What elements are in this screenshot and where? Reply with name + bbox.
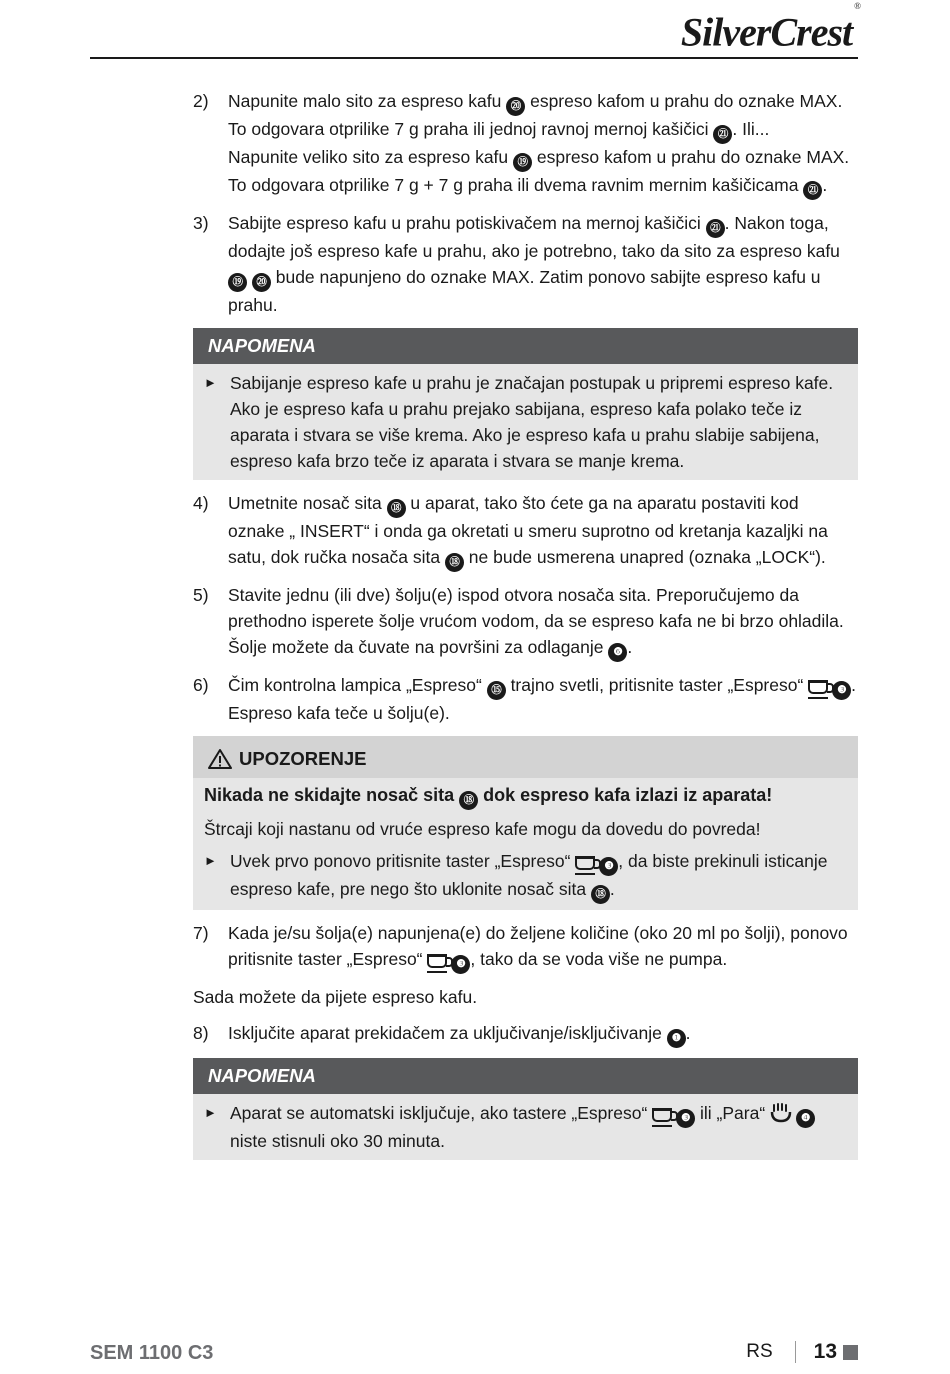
instruction-step [193, 582, 858, 662]
note-title: NAPOMENA [193, 1058, 858, 1094]
step-text: Kada je/su šolja(e) napunjena(e) do željene količine (oko 20 ml po šolji), ponovo pritisnite taster „Espreso“ ❸ , tako da se voda više ne pumpa. [228, 920, 858, 974]
warning-title: UPOZORENJE [239, 748, 367, 769]
instruction-step [193, 88, 858, 200]
callout-number: ⑱ [459, 791, 478, 810]
espresso-cup-icon [808, 680, 828, 694]
footer-square-icon [843, 1345, 858, 1360]
note-bullet-text: Sabijanje espreso kafe u prahu je značajan postupak u pripremi espreso kafe. Ako je espreso kafa u prahu prejako sabijana, espreso kafa polako teče iz aparata i stvara se više krema. Ako je espreso kafa u prahu slabije sabijena, espreso kafa brzo teče iz aparata i stvara se manje krema. [230, 373, 834, 471]
callout-number: ❸ [832, 681, 851, 700]
callout-number: ⑱ [445, 553, 464, 572]
bullet-arrow-icon: ► [204, 1105, 217, 1120]
callout-number: ❸ [676, 1109, 695, 1128]
note-bullet [204, 370, 847, 474]
instruction-step [193, 210, 858, 318]
callout-number: ⑱ [591, 885, 610, 904]
warning-bold-text: Nikada ne skidajte nosač sita ⑱ dok espreso kafa izlazi iz aparata! [204, 782, 847, 810]
step-text: Stavite jednu (ili dve) šolju(e) ispod otvora nosača sita. Preporučujemo da prethodno isperete šolje vrućom vodom, da se espreso kafa ne bi brzo ohladila. Šolje možete da čuvate na površini za odlaganje ❻ . [228, 582, 858, 662]
instruction-step [193, 672, 858, 726]
steps-group-1 [193, 88, 858, 318]
steps-group-3 [193, 920, 858, 974]
callout-number: ⑲ [228, 273, 247, 292]
footer-divider [795, 1341, 796, 1363]
warning-triangle-icon [207, 748, 233, 770]
steps-group-4 [193, 1020, 858, 1048]
warning-bullet [204, 848, 847, 904]
note-bullet-text: Aparat se automatski isključuje, ako tastere „Espreso“ ❸ ili „Para“ ❹ niste stisnuli oko 30 minuta. [230, 1100, 847, 1154]
espresso-cup-icon [427, 954, 447, 968]
warning-text: Štrcaji koji nastanu od vruće espreso kafe mogu da dovedu do povreda! [204, 819, 761, 839]
bullet-arrow-icon: ► [204, 853, 217, 868]
callout-number: ⑮ [487, 681, 506, 700]
step-text: Čim kontrolna lampica „Espreso“ ⑮ trajno svetli, pritisnite taster „Espreso“ ❸ . Espreso kafa teče u šolju(e). [228, 675, 857, 723]
callout-number: ❸ [451, 955, 470, 974]
note-title: NAPOMENA [193, 328, 858, 364]
callout-number: ㉑ [713, 125, 732, 144]
instruction-step [193, 490, 858, 572]
espresso-cup-icon [652, 1108, 672, 1122]
step-number: 4) [193, 493, 209, 513]
step-number: 7) [193, 923, 209, 943]
page-content [193, 88, 858, 1170]
callout-number: ❻ [608, 643, 627, 662]
footer-model: SEM 1100 C3 [90, 1342, 214, 1364]
instruction-step [193, 920, 858, 974]
warning-header [193, 736, 858, 778]
steam-icon [770, 1103, 792, 1123]
footer-language: RS [746, 1341, 773, 1362]
step-text: Napunite malo sito za espreso kafu ⑳ espreso kafom u prahu do oznake MAX. To odgovara otprilike 7 g praha ili jednoj ravnoj mernoj kašičici ㉑ . Ili... [228, 88, 858, 144]
callout-number: ⑳ [252, 273, 271, 292]
step-text: Umetnite nosač sita ⑱ u aparat, tako što ćete ga na aparatu postaviti kod oznake „ INSERT“ i onda ga okretati u smeru suprotno od kretanja kazaljki na satu, dok ručka nosača sita ⑱ ne bude usmerena unapred (oznaka „LOCK“). [228, 490, 858, 572]
header-rule [90, 57, 858, 59]
espresso-cup-icon [575, 856, 595, 870]
page-number: 13 [813, 1340, 837, 1363]
callout-number: ❶ [667, 1029, 686, 1048]
step-number: 5) [193, 585, 209, 605]
callout-number: ❸ [599, 857, 618, 876]
warning-box [193, 736, 858, 910]
callout-number: ㉑ [803, 181, 822, 200]
callout-number: ㉑ [706, 219, 725, 238]
registered-mark: ® [854, 1, 860, 11]
step-text: Napunite veliko sito za espreso kafu ⑲ espreso kafom u prahu do oznake MAX. To odgovara otprilike 7 g + 7 g praha ili dvema ravnim mernim kašičicama ㉑ . [228, 144, 858, 200]
footer-right [746, 1340, 858, 1364]
instruction-step [193, 1020, 858, 1048]
callout-number: ❹ [796, 1109, 815, 1128]
note-box-1 [193, 328, 858, 480]
step-text: Isključite aparat prekidačem za uključivanje/isključivanje ❶ . [228, 1020, 858, 1048]
step-text: Sabijte espreso kafu u prahu potiskivačem na mernoj kašičici ㉑ . Nakon toga, dodajte još espreso kafe u prahu, ako je potrebno, tako da sito za espreso kafu ⑲ ⑳ bude napunjeno do oznake MAX. Zatim ponovo sabijte espreso kafu u prahu. [228, 213, 840, 315]
bullet-arrow-icon: ► [204, 375, 217, 390]
callout-number: ⑱ [387, 499, 406, 518]
plain-paragraph: Sada možete da pijete espreso kafu. [193, 987, 478, 1007]
step-number: 3) [193, 213, 209, 233]
steps-group-2 [193, 490, 858, 726]
note-box-2 [193, 1058, 858, 1160]
step-number: 6) [193, 675, 209, 695]
brand-logo [680, 1, 860, 55]
callout-number: ⑳ [506, 97, 525, 116]
step-number: 2) [193, 91, 209, 111]
step-number: 8) [193, 1023, 209, 1043]
warning-bullet-text: Uvek prvo ponovo pritisnite taster „Espreso“ ❸ , da biste prekinuli isticanje espreso kafe, pre nego što uklonite nosač sita ⑱ . [230, 848, 847, 904]
callout-number: ⑲ [513, 153, 532, 172]
brand-name: SilverCrest [680, 9, 853, 55]
note-bullet [204, 1100, 847, 1154]
